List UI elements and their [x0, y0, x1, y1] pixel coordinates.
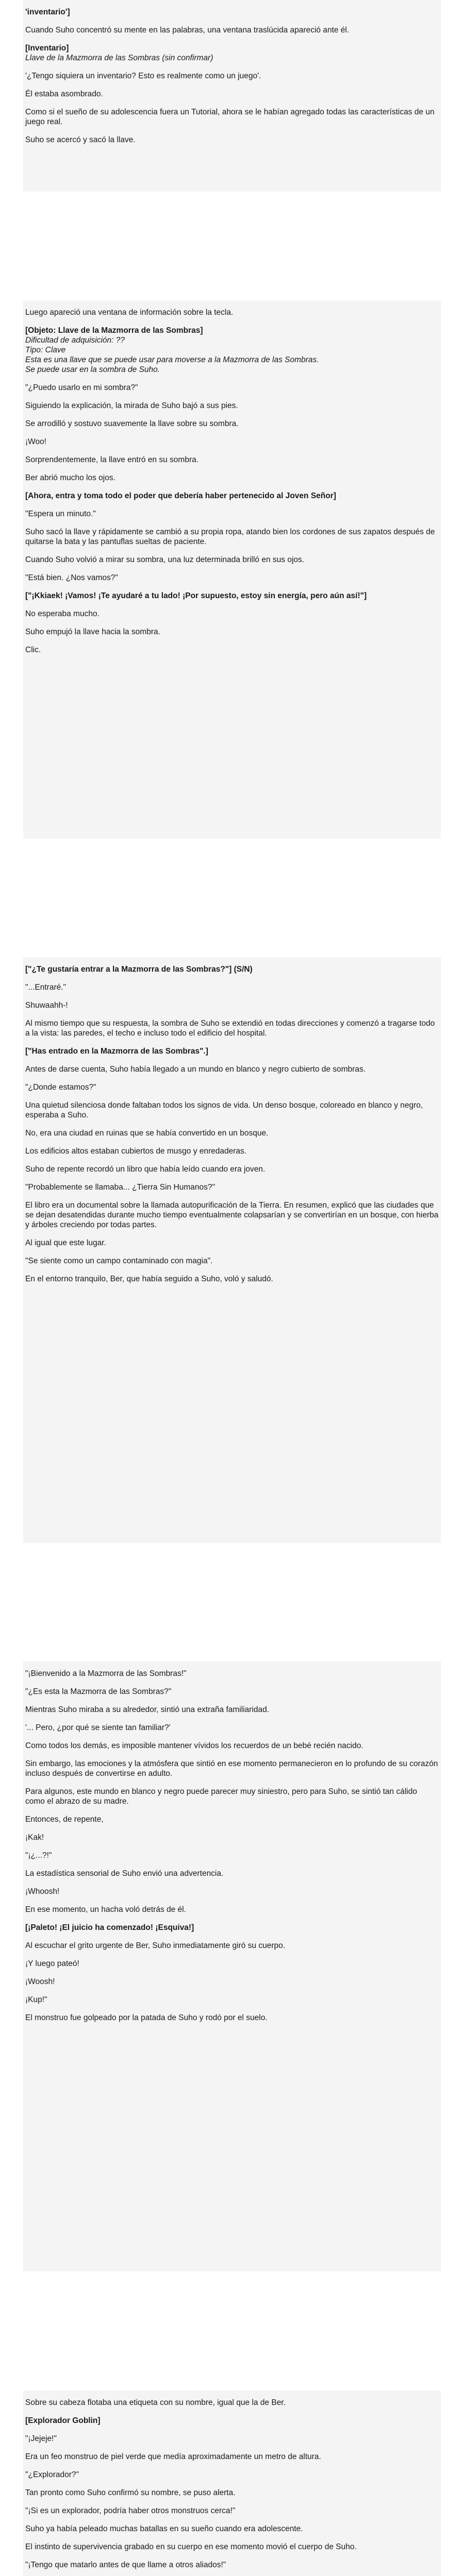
text-panel-2: [23, 300, 441, 839]
system-window-block: [25, 43, 439, 63]
text-line: Cuando Suho concentró su mente en las palabras, una ventana traslúcida apareció ante él.: [25, 26, 350, 35]
text-line: [Objeto: Llave de la Mazmorra de las Sombras]: [25, 326, 203, 335]
text-line: Llave de la Mazmorra de las Sombras (sin confirmar): [25, 54, 213, 62]
text-line: "Está bien. ¿Nos vamos?": [25, 573, 118, 582]
text-line: ["Has entrado en la Mazmorra de las Sombras".]: [25, 1047, 208, 1056]
text-line: Al escuchar el grito urgente de Ber, Suho inmediatamente giró su cuerpo.: [25, 1941, 286, 1950]
text-line: Para algunos, este mundo en blanco y negro puede parecer muy siniestro, pero para Suho, se sintió tan cálido como el abrazo de su madre.: [25, 1787, 420, 1806]
text-line: No, era una ciudad en ruinas que se había convertido en un bosque.: [25, 1129, 269, 1138]
system-window-block: [25, 326, 439, 375]
text-line: "¿Es esta la Mazmorra de las Sombras?": [25, 1687, 172, 1696]
text-line: Sin embargo, las emociones y la atmósfera que sintió en ese momento permanecieron en lo profundo de su corazón incluso después de convertirse en adulto.: [25, 1759, 440, 1778]
text-line: "¿Donde estamos?": [25, 1083, 96, 1092]
text-line: [Inventario]: [25, 44, 69, 53]
text-line: Suho se acercó y sacó la llave.: [25, 135, 136, 144]
text-line: ["¡Kkiaek! ¡Vamos! ¡Te ayudaré a tu lado! ¡Por supuesto, estoy sin energía, pero aún así!"]: [25, 591, 367, 600]
text-line: Antes de darse cuenta, Suho había llegado a un mundo en blanco y negro cubierto de sombras.: [25, 1065, 366, 1074]
text-line: [Explorador Goblin]: [25, 2416, 101, 2425]
text-line: '... Pero, ¿por qué se siente tan familiar?': [25, 1723, 171, 1732]
text-line: Entonces, de repente,: [25, 1815, 104, 1824]
text-line: "¡¿...?!": [25, 1851, 52, 1860]
text-line: "¡Jejeje!": [25, 2434, 57, 2443]
text-line: Suho empujó la llave hacia la sombra.: [25, 628, 160, 636]
text-line: Siguiendo la explicación, la mirada de Suho bajó a sus pies.: [25, 401, 238, 410]
text-line: El libro era un documental sobre la llamada autopurificación de la Tierra. En resumen, explicó que las ciudades que se dejan desatendidas durante mucho tiempo eventualmente colapsarían y se convertirían en un bosque, con hierba y árboles creciendo por todas partes.: [25, 1201, 441, 1229]
text-line: ¡Kak!: [25, 1833, 44, 1842]
text-line: Dificultad de adquisición: ??: [25, 336, 125, 345]
text-line: 'inventario']: [25, 8, 70, 16]
text-line: Como todos los demás, es imposible mantener vívidos los recuerdos de un bebé recién nacido.: [25, 1741, 363, 1750]
text-line: "¡Tengo que matarlo antes de que llame a otros aliados!": [25, 2561, 226, 2569]
text-line: Se puede usar en la sombra de Suho.: [25, 365, 160, 374]
text-line: Tan pronto como Suho confirmó su nombre, se puso alerta.: [25, 2488, 236, 2497]
text-line: Cuando Suho volvió a mirar su sombra, una luz determinada brilló en sus ojos.: [25, 555, 305, 564]
text-panel-3: [23, 957, 441, 1543]
text-line: "Probablemente se llamaba... ¿Tierra Sin Humanos?": [25, 1183, 215, 1192]
text-line: "¡Bienvenido a la Mazmorra de las Sombras!": [25, 1669, 187, 1678]
text-line: Una quietud silenciosa donde faltaban todos los signos de vida. Un denso bosque, coloreado en blanco y negro, esperaba a Suho.: [25, 1101, 425, 1120]
text-line: "...Entraré.": [25, 983, 67, 992]
text-line: Al igual que este lugar.: [25, 1239, 106, 1247]
text-panel-5: [23, 2391, 441, 2576]
text-line: "¿Explorador?": [25, 2470, 79, 2479]
text-line: Suho ya había peleado muchas batallas en su sueño cuando era adolescente.: [25, 2524, 303, 2533]
text-line: '¿Tengo siquiera un inventario? Esto es realmente como un juego'.: [25, 72, 261, 80]
text-panel-1: [23, 0, 441, 192]
text-line: Sorprendentemente, la llave entró en su sombra.: [25, 455, 199, 464]
text-line: Como si el sueño de su adolescencia fuera un Tutorial, ahora se le habían agregado todas las características de un juego real.: [25, 108, 437, 126]
text-line: El instinto de supervivencia grabado en su cuerpo en ese momento movió el cuerpo de Suho.: [25, 2543, 357, 2551]
text-line: En el entorno tranquilo, Ber, que había seguido a Suho, voló y saludó.: [25, 1275, 273, 1283]
text-line: En ese momento, un hacha voló detrás de él.: [25, 1905, 186, 1914]
text-line: "¿Puedo usarlo en mi sombra?": [25, 383, 138, 392]
text-line: Clic.: [25, 646, 41, 654]
text-line: El monstruo fue golpeado por la patada de Suho y rodó por el suelo.: [25, 2013, 268, 2022]
text-line: ["¿Te gustaría entrar a la Mazmorra de las Sombras?"] (S/N): [25, 965, 253, 974]
text-line: No esperaba mucho.: [25, 609, 100, 618]
text-line: La estadística sensorial de Suho envió una advertencia.: [25, 1869, 224, 1878]
text-line: "Se siente como un campo contaminado con magia".: [25, 1257, 213, 1265]
text-line: "Espera un minuto.": [25, 510, 96, 518]
text-line: ¡Y luego pateó!: [25, 1959, 79, 1968]
text-line: Al mismo tiempo que su respuesta, la sombra de Suho se extendió en todas direcciones y comenzó a tragarse todo a la vista: las paredes, el techo e incluso todo el edificio del hospital.: [25, 1019, 437, 1038]
text-line: ¡Woosh!: [25, 1977, 55, 1986]
text-line: ¡Kup!": [25, 1995, 47, 2004]
text-line: Era un feo monstruo de piel verde que medía aproximadamente un metro de altura.: [25, 2452, 321, 2461]
text-line: Ber abrió mucho los ojos.: [25, 473, 115, 482]
text-line: Suho de repente recordó un libro que había leído cuando era joven.: [25, 1165, 266, 1174]
text-line: Mientras Suho miraba a su alrededor, sintió una extraña familiaridad.: [25, 1705, 270, 1714]
text-panel-4: [23, 1662, 441, 2272]
text-line: Sobre su cabeza flotaba una etiqueta con su nombre, igual que la de Ber.: [25, 2398, 286, 2407]
text-line: [¡Paleto! ¡El juicio ha comenzado! ¡Esquiva!]: [25, 1923, 194, 1932]
text-line: Suho sacó la llave y rápidamente se cambió a su propia ropa, atando bien los cordones de sus zapatos después de quitarse la bata y las pantuflas sueltas de paciente.: [25, 528, 437, 546]
text-line: Él estaba asombrado.: [25, 90, 103, 98]
text-line: ¡Whoosh!: [25, 1887, 60, 1896]
text-line: "¡Si es un explorador, podría haber otros monstruos cerca!": [25, 2506, 236, 2515]
text-line: Luego apareció una ventana de información sobre la tecla.: [25, 308, 234, 317]
text-line: Shuwaahh-!: [25, 1001, 68, 1010]
text-line: [Ahora, entra y toma todo el poder que debería haber pertenecido al Joven Señor]: [25, 492, 336, 500]
text-line: Esta es una llave que se puede usar para moverse a la Mazmorra de las Sombras.: [25, 355, 319, 364]
text-line: Tipo: Clave: [25, 346, 66, 354]
text-line: ¡Woo!: [25, 437, 47, 446]
text-line: Se arrodilló y sostuvo suavemente la llave sobre su sombra.: [25, 419, 239, 428]
text-line: Los edificios altos estaban cubiertos de musgo y enredaderas.: [25, 1147, 247, 1156]
